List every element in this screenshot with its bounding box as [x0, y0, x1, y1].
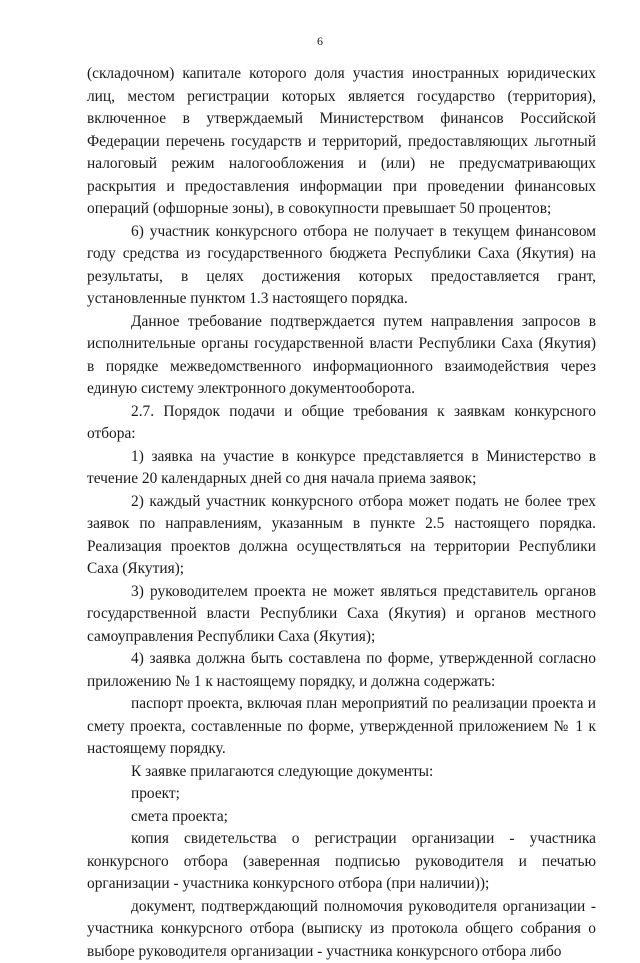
paragraph-attached-documents: К заявке прилагаются следующие документы:	[87, 761, 596, 784]
paragraph-item-2: 2) каждый участник конкурсного отбора может подать не более трех заявок по направлениям, указанным в пункте 2.5 настоящего порядка. Реализация проектов должна осуществляться на территории Республики Саха (Якутия);	[87, 491, 596, 581]
list-item-estimate: смета проекта;	[87, 806, 596, 829]
paragraph-item-3: 3) руководителем проекта не может являться представитель органов государственной власти Республики Саха (Якутия) и органов местного самоуправления Республики Саха (Якутия);	[87, 581, 596, 649]
list-item-project: проект;	[87, 783, 596, 806]
paragraph-item-4: 4) заявка должна быть составлена по форме, утвержденной согласно приложению № 1 к настоящему порядку, и должна содержать:	[87, 648, 596, 693]
paragraph-project-passport: паспорт проекта, включая план мероприятий по реализации проекта и смету проекта, составленные по форме, утвержденной приложением № 1 к настоящему порядку.	[87, 693, 596, 761]
list-item-authority-document: документ, подтверждающий полномочия руководителя организации - участника конкурсного отбора (выписку из протокола общего собрания о выборе руководителя организации - участника конкурсного отбора либо	[87, 896, 596, 963]
section-heading-2-7: 2.7. Порядок подачи и общие требования к заявкам конкурсного отбора:	[87, 401, 596, 446]
paragraph-item-1: 1) заявка на участие в конкурсе представляется в Министерство в течение 20 календарных дней со дня начала приема заявок;	[87, 446, 596, 491]
document-body	[87, 63, 596, 963]
page-number: 6	[0, 34, 640, 48]
paragraph-verification: Данное требование подтверждается путем направления запросов в исполнительные органы государственной власти Республики Саха (Якутия) в порядке межведомственного информационного взаимодействия через единую систему электронного документооборота.	[87, 311, 596, 401]
paragraph-item-6: 6) участник конкурсного отбора не получает в текущем финансовом году средства из государственного бюджета Республики Саха (Якутия) на результаты, в целях достижения которых предоставляется грант, установленные пунктом 1.3 настоящего порядка.	[87, 221, 596, 311]
list-item-registration-copy: копия свидетельства о регистрации организации - участника конкурсного отбора (заверенная подписью руководителя и печатью организации - участника конкурсного отбора (при наличии));	[87, 828, 596, 896]
paragraph-continuation: (складочном) капитале которого доля участия иностранных юридических лиц, местом регистрации которых является государство (территория), включенное в утверждаемый Министерством финансов Российской Федерации перечень государств и территорий, предоставляющих льготный налоговый режим налогообложения и (или) не предусматривающих раскрытия и предоставления информации при проведении финансовых операций (офшорные зоны), в совокупности превышает 50 процентов;	[87, 63, 596, 221]
